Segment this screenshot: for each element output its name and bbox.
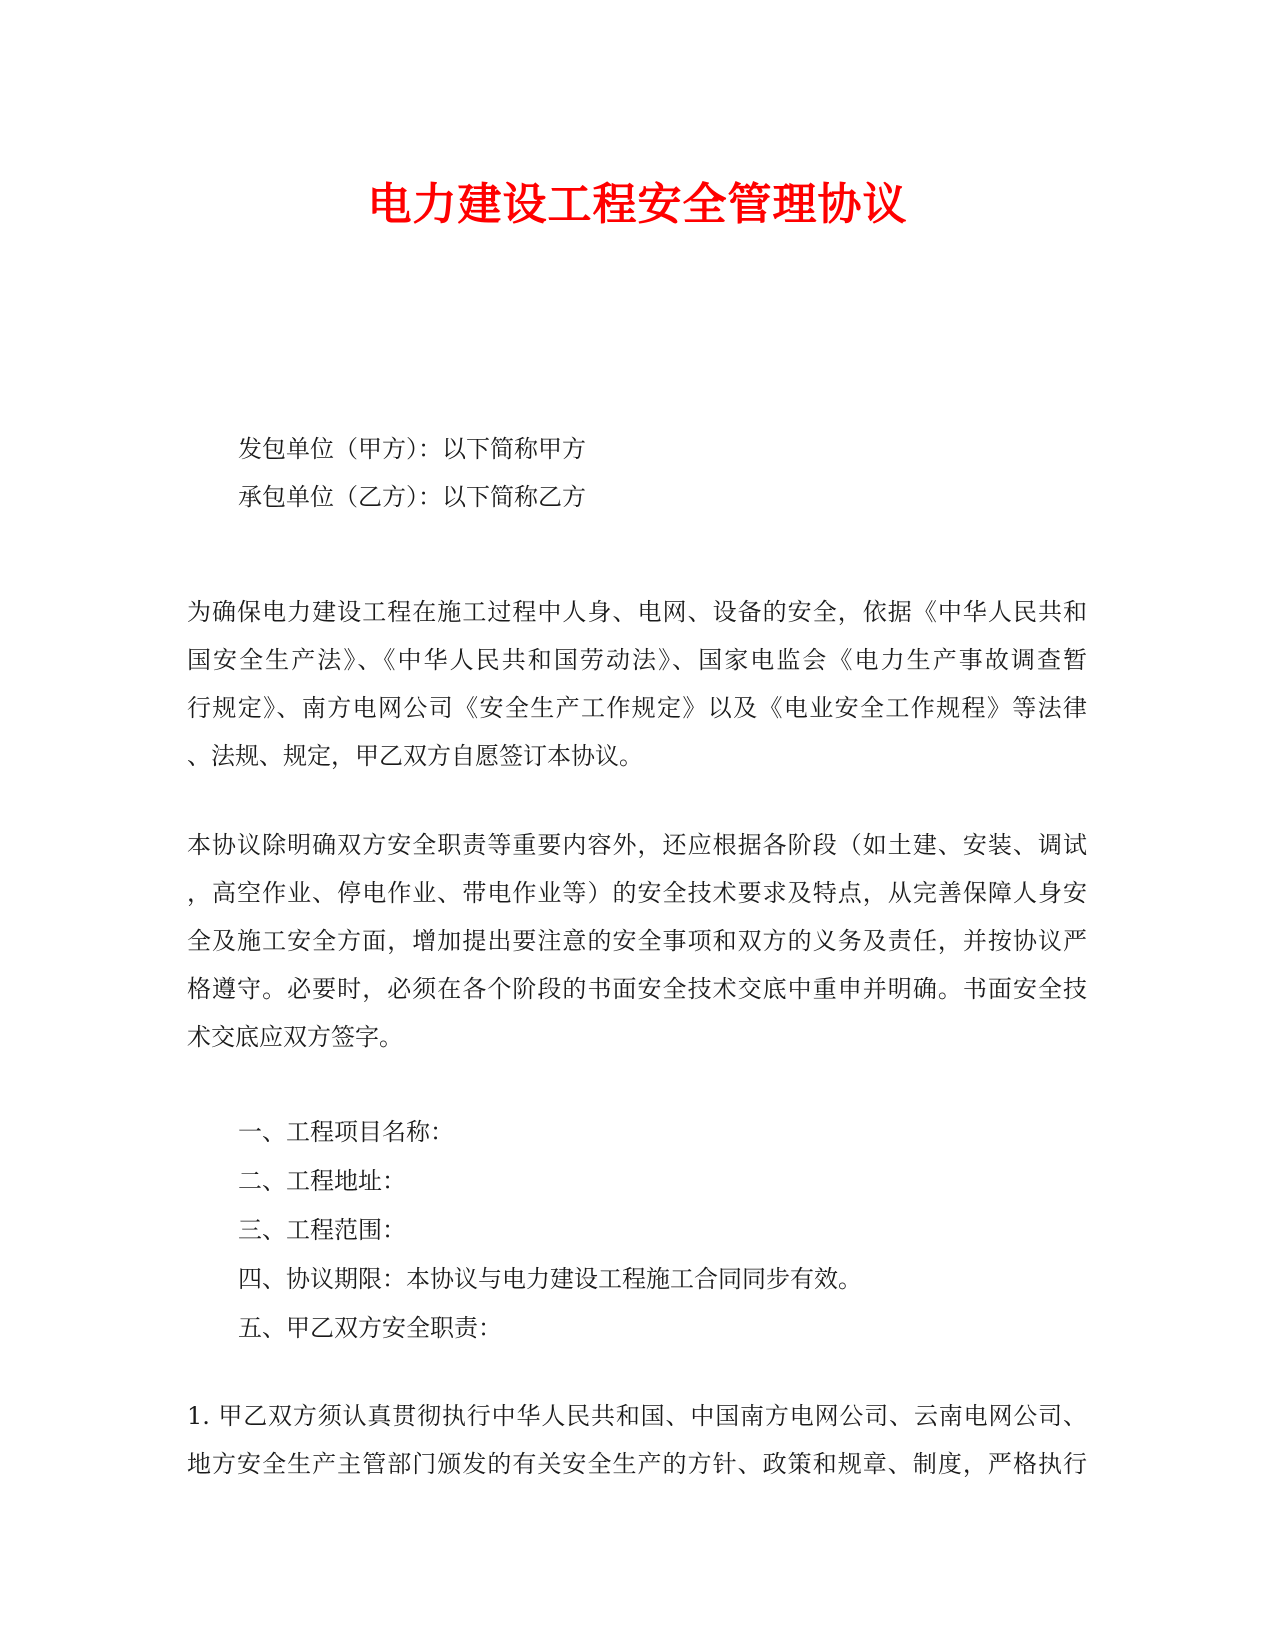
duties-paragraph [187,1392,1087,1488]
paragraph-line: 本协议除明确双方安全职责等重要内容外，还应根据各阶段（如土建、安装、调试 [187,831,1087,859]
paragraph-line: 国安全生产法》、《中华人民共和国劳动法》、国家电监会《电力生产事故调查暂 [187,646,1087,674]
clause-list [238,1108,862,1353]
clause-item: 二、工程地址： [238,1167,406,1195]
clause-item: 四、协议期限：本协议与电力建设工程施工合同同步有效。 [238,1265,862,1293]
document-title: 电力建设工程安全管理协议 [367,179,908,230]
paragraph-line: 地方安全生产主管部门颁发的有关安全生产的方针、政策和规章、制度，严格执行 [187,1450,1087,1478]
party-a-line: 发包单位（甲方）：以下简称甲方 [238,435,586,463]
scope-paragraph [187,821,1087,1061]
paragraph-line: 全及施工安全方面，增加提出要注意的安全事项和双方的义务及责任，并按协议严 [187,927,1087,955]
clause-item: 五、甲乙双方安全职责： [238,1314,502,1342]
paragraph-line: ，高空作业、停电作业、带电作业等）的安全技术要求及特点，从完善保障人身安 [187,879,1087,907]
paragraph-line: 1. 甲乙双方须认真贯彻执行中华人民共和国、中国南方电网公司、云南电网公司、 [187,1402,1087,1430]
paragraph-line: 、法规、规定，甲乙双方自愿签订本协议。 [187,742,643,770]
paragraph-line: 行规定》、南方电网公司《安全生产工作规定》以及《电业安全工作规程》等法律 [187,694,1087,722]
party-b-line: 承包单位（乙方）：以下简称乙方 [238,483,586,511]
clause-item: 一、工程项目名称： [238,1118,454,1146]
parties-block [238,425,586,521]
paragraph-line: 为确保电力建设工程在施工过程中人身、电网、设备的安全，依据《中华人民共和 [187,598,1087,626]
clause-item: 三、工程范围： [238,1216,406,1244]
paragraph-line: 格遵守。必要时，必须在各个阶段的书面安全技术交底中重申并明确。书面安全技 [187,975,1087,1003]
purpose-paragraph [187,588,1087,780]
paragraph-line: 术交底应双方签字。 [187,1023,403,1051]
